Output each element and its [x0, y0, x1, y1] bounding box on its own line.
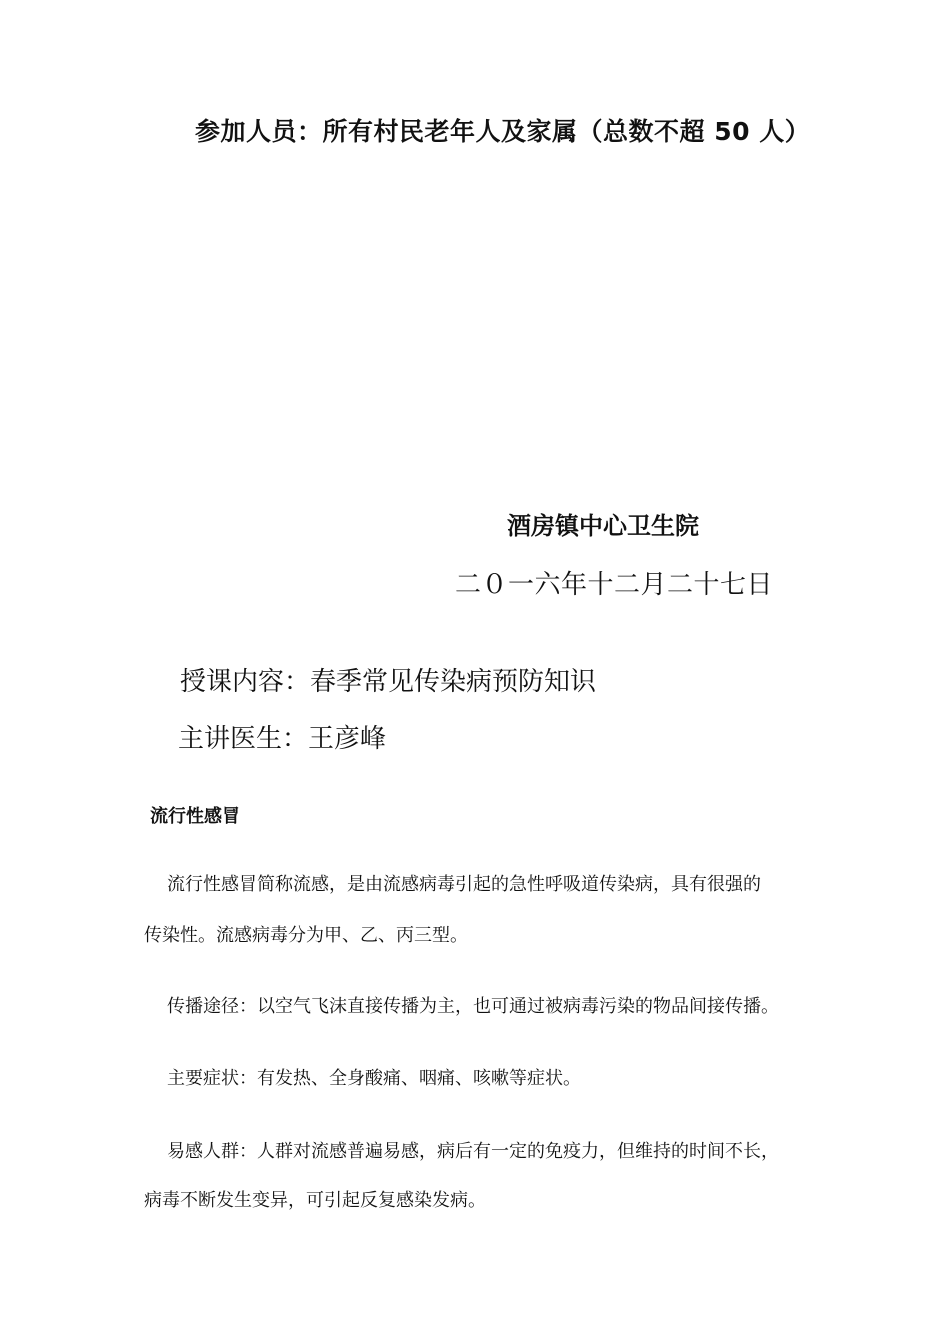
lecturer-line: 主讲医生：王彦峰 — [178, 724, 387, 754]
paragraph-transmission: 传播途径：以空气飞沫直接传播为主，也可通过被病毒污染的物品间接传播。 — [167, 996, 779, 1017]
paragraph-symptoms: 主要症状：有发热、全身酸痛、咽痛、咳嗽等症状。 — [167, 1068, 581, 1089]
paragraph-definition-line-2: 传染性。流感病毒分为甲、乙、丙三型。 — [144, 925, 468, 946]
organization-name: 酒房镇中心卫生院 — [507, 512, 699, 540]
paragraph-susceptible-line-1: 易感人群：人群对流感普遍易感，病后有一定的免疫力，但维持的时间不长， — [167, 1141, 779, 1162]
document-date: 二０一六年十二月二十七日 — [455, 570, 774, 600]
paragraph-definition-line-1: 流行性感冒简称流感，是由流感病毒引起的急性呼吸道传染病，具有很强的 — [167, 874, 761, 895]
section-heading: 流行性感冒 — [150, 806, 240, 827]
paragraph-susceptible-line-2: 病毒不断发生变异，可引起反复感染发病。 — [144, 1190, 486, 1211]
participants-line: 参加人员：所有村民老年人及家属（总数不超 50 人） — [195, 117, 811, 146]
course-content-line: 授课内容：春季常见传染病预防知识 — [180, 667, 597, 697]
